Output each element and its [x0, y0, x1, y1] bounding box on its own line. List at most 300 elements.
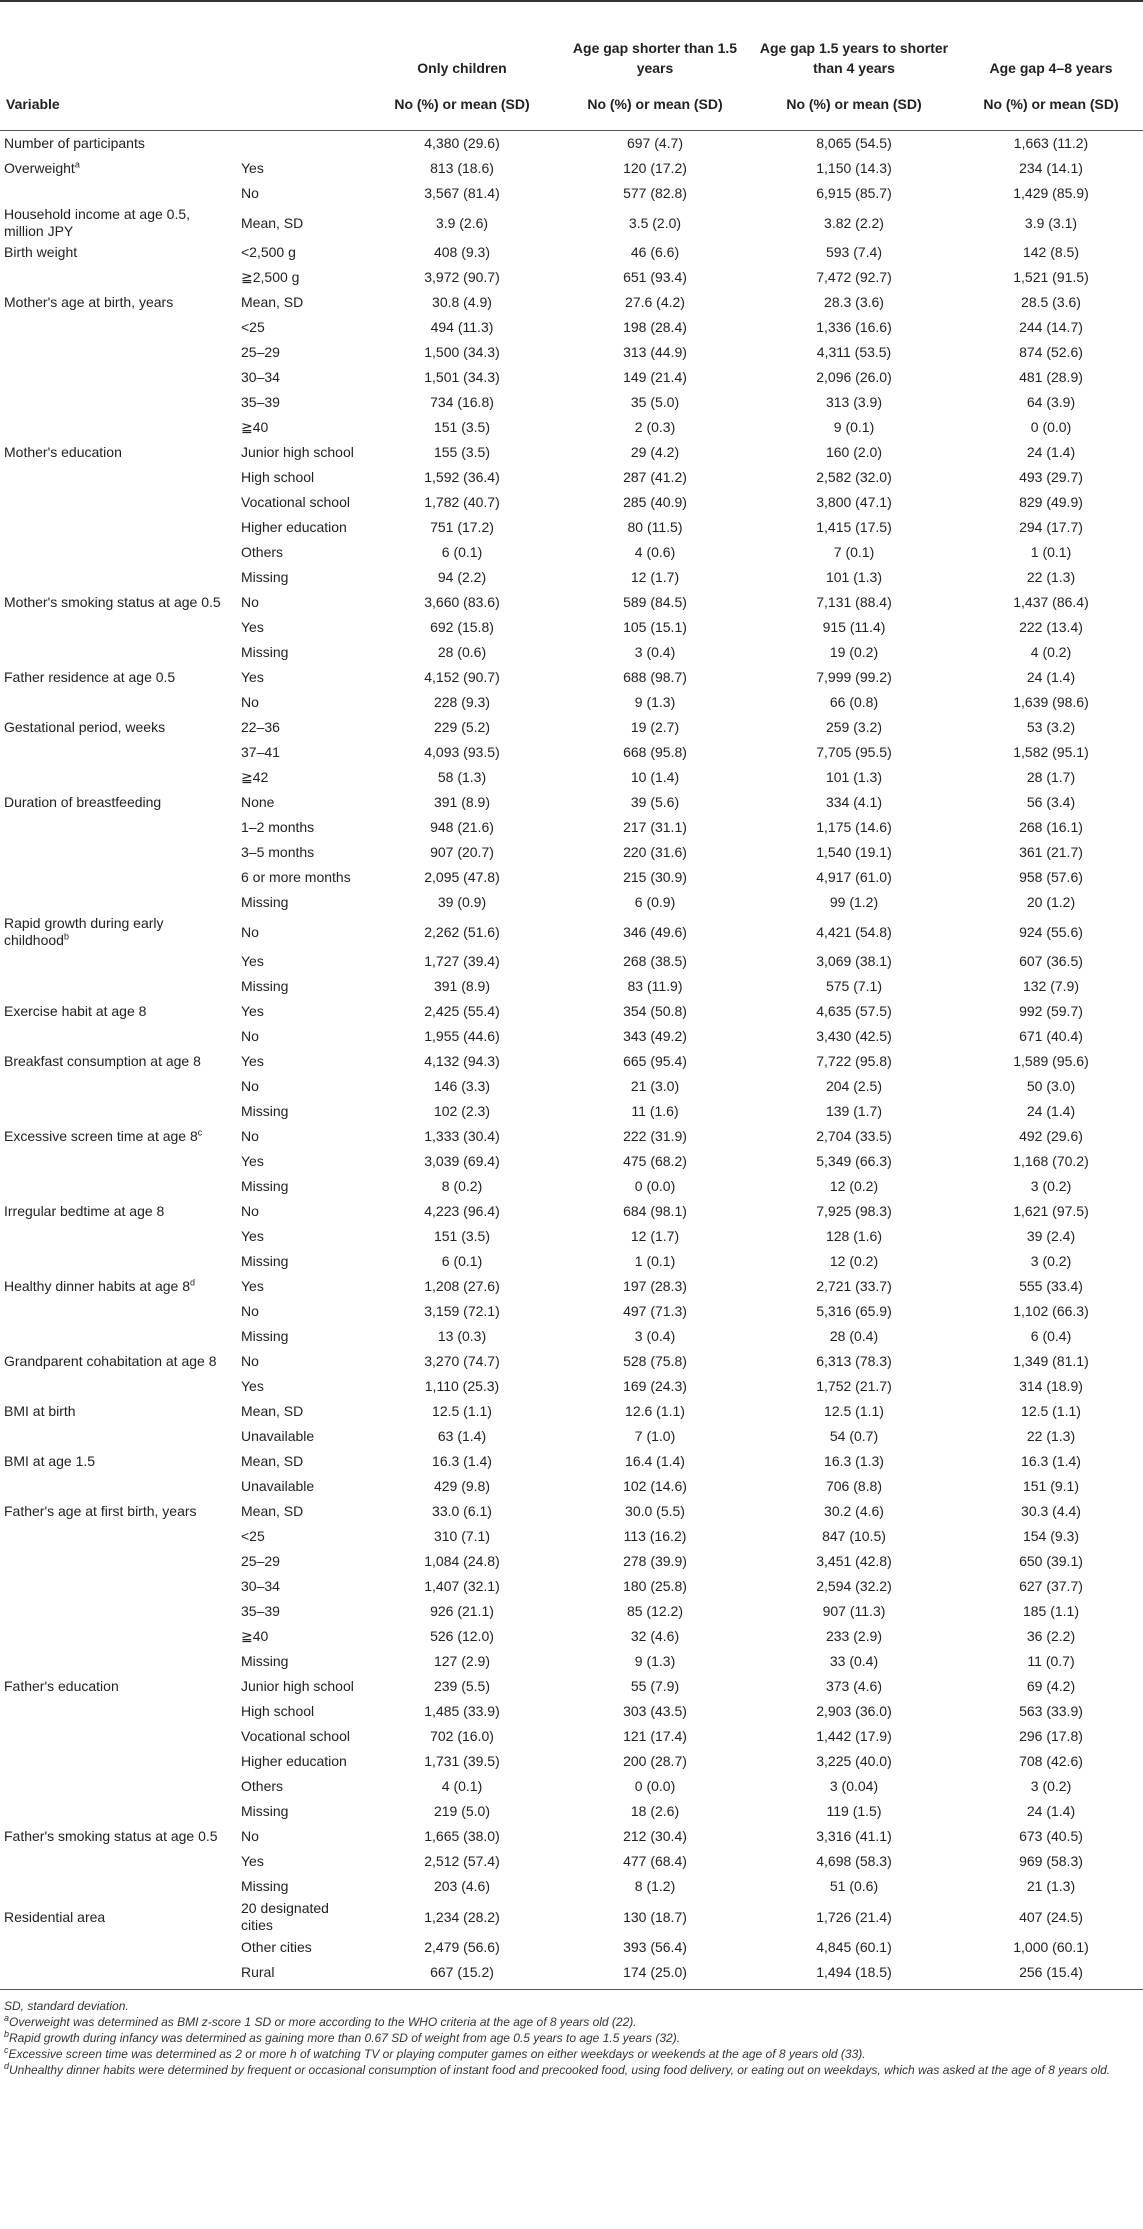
- value-cell: 217 (31.1): [623, 819, 687, 835]
- value-cell: 2,704 (33.5): [816, 1128, 892, 1144]
- table-row: [0, 590, 1143, 615]
- variable-cell: [0, 1174, 235, 1199]
- value-cell: 668 (95.8): [623, 744, 687, 760]
- header-unit: No (%) or mean (SD): [959, 78, 1143, 131]
- value-cell: 1,150 (14.3): [816, 160, 892, 176]
- value-cell: 3 (0.2): [1030, 1178, 1072, 1194]
- value-cell: 66 (0.8): [829, 694, 879, 710]
- category-cell: Missing: [241, 1878, 289, 1894]
- value-cell: 1,208 (27.6): [424, 1278, 500, 1294]
- value-cell: 22 (1.3): [1026, 569, 1076, 585]
- category-cell: 30–34: [241, 1578, 280, 1594]
- value-cell: 16.4 (1.4): [625, 1453, 685, 1469]
- value-cell: 497 (71.3): [623, 1303, 687, 1319]
- table-row: [0, 1674, 1143, 1699]
- value-cell: 12.5 (1.1): [432, 1403, 492, 1419]
- header-unit: No (%) or mean (SD): [561, 78, 749, 131]
- variable-cell: [0, 1699, 235, 1724]
- category-cell: Missing: [241, 644, 289, 660]
- table-row: [0, 740, 1143, 765]
- variable-cell: [0, 340, 235, 365]
- category-cell: Higher education: [241, 1753, 347, 1769]
- table-row: [0, 465, 1143, 490]
- footnote-b: $^b$Rapid growth during infancy was determined as gaining more than 0.67 SD of weight from age 0.5 years to age 1.5 years (32).: [4, 2029, 681, 2045]
- value-cell: 948 (21.6): [430, 819, 494, 835]
- variable-cell: [0, 1799, 235, 1824]
- table-row: [0, 865, 1143, 890]
- value-cell: 180 (25.8): [623, 1578, 687, 1594]
- value-cell: 7,925 (98.3): [816, 1203, 892, 1219]
- value-cell: 3,567 (81.4): [424, 185, 500, 201]
- value-cell: 3 (0.4): [634, 1328, 676, 1344]
- value-cell: 1,621 (97.5): [1013, 1203, 1089, 1219]
- table-row: [0, 1649, 1143, 1674]
- table-row: [0, 1774, 1143, 1799]
- variable-cell: [0, 1549, 235, 1574]
- table-row: [0, 974, 1143, 999]
- category-cell: Mean, SD: [241, 1403, 304, 1419]
- table-row: [0, 715, 1143, 740]
- category-cell: Junior high school: [241, 1678, 354, 1694]
- category-cell: None: [241, 794, 275, 810]
- value-cell: 12.5 (1.1): [1021, 1403, 1081, 1419]
- value-cell: 127 (2.9): [433, 1653, 491, 1669]
- value-cell: 2,594 (32.2): [816, 1578, 892, 1594]
- category-cell: ≧2,500 g: [241, 269, 300, 285]
- table-row: [0, 1935, 1143, 1960]
- value-cell: 3.5 (2.0): [628, 214, 682, 231]
- value-cell: 203 (4.6): [433, 1878, 491, 1894]
- table-row: [0, 1224, 1143, 1249]
- value-cell: 19 (0.2): [829, 644, 879, 660]
- value-cell: 9 (1.3): [634, 1653, 676, 1669]
- value-cell: 361 (21.7): [1019, 844, 1083, 860]
- value-cell: 2,721 (33.7): [816, 1278, 892, 1294]
- value-cell: 391 (8.9): [433, 794, 491, 810]
- value-cell: 22 (1.3): [1026, 1428, 1076, 1444]
- table-row: [0, 949, 1143, 974]
- variable-cell: [0, 565, 235, 590]
- value-cell: 222 (13.4): [1019, 619, 1083, 635]
- value-cell: 35 (5.0): [630, 394, 680, 410]
- variable-cell: Irregular bedtime at age 8: [4, 1203, 165, 1219]
- value-cell: 139 (1.7): [825, 1103, 883, 1119]
- value-cell: 4,311 (53.5): [816, 344, 892, 360]
- variable-cell: [0, 1224, 235, 1249]
- value-cell: 105 (15.1): [623, 619, 687, 635]
- value-cell: 2,095 (47.8): [424, 869, 500, 885]
- table-row: [0, 890, 1143, 915]
- value-cell: 492 (29.6): [1019, 1128, 1083, 1144]
- variable-cell: Household income at age 0.5, million JPY: [4, 206, 191, 239]
- variable-cell: Breakfast consumption at age 8: [4, 1053, 201, 1069]
- value-cell: 3.82 (2.2): [824, 214, 884, 231]
- category-cell: No: [241, 923, 259, 940]
- table-row: [0, 1624, 1143, 1649]
- footnote-a: $^a$Overweight was determined as BMI z-score 1 SD or more according to the WHO criteria at the age of 8 years old (22).: [4, 2013, 637, 2029]
- variable-cell: [0, 1574, 235, 1599]
- value-cell: 493 (29.7): [1019, 469, 1083, 485]
- table-row: [0, 1049, 1143, 1074]
- category-cell: 20 designated cities: [241, 1900, 329, 1933]
- category-cell: Yes: [241, 1278, 264, 1294]
- variable-cell: [0, 465, 235, 490]
- table-row: [0, 565, 1143, 590]
- variable-cell: [0, 265, 235, 290]
- variable-cell: [0, 1774, 235, 1799]
- value-cell: 673 (40.5): [1019, 1828, 1083, 1844]
- variable-cell: [0, 1935, 235, 1960]
- table-row: [0, 315, 1143, 340]
- value-cell: 2,479 (56.6): [424, 1939, 500, 1955]
- variable-cell: [0, 490, 235, 515]
- category-cell: No: [241, 1828, 259, 1844]
- table-row: [0, 181, 1143, 206]
- value-cell: 1,102 (66.3): [1013, 1303, 1089, 1319]
- value-cell: 1,407 (32.1): [424, 1578, 500, 1594]
- value-cell: 1,731 (39.5): [424, 1753, 500, 1769]
- variable-cell: Father residence at age 0.5: [4, 669, 176, 685]
- category-cell: 35–39: [241, 1603, 280, 1619]
- value-cell: 391 (8.9): [433, 978, 491, 994]
- value-cell: 2,096 (26.0): [816, 369, 892, 385]
- variable-cell: Healthy dinner habits at age 8$^d$: [4, 1277, 196, 1294]
- value-cell: 101 (1.3): [825, 569, 883, 585]
- variable-cell: [0, 390, 235, 415]
- value-cell: 102 (14.6): [623, 1478, 687, 1494]
- value-cell: 54 (0.7): [829, 1428, 879, 1444]
- variable-cell: [0, 1099, 235, 1124]
- header-gap-long: Age gap 4–8 years: [959, 1, 1143, 78]
- value-cell: 528 (75.8): [623, 1353, 687, 1369]
- value-cell: 4,152 (90.7): [424, 669, 500, 685]
- value-cell: 204 (2.5): [825, 1078, 883, 1094]
- value-cell: 3,270 (74.7): [424, 1353, 500, 1369]
- value-cell: 526 (12.0): [430, 1628, 494, 1644]
- value-cell: 7 (1.0): [634, 1428, 676, 1444]
- value-cell: 259 (3.2): [825, 719, 883, 735]
- value-cell: 0 (0.0): [634, 1778, 676, 1794]
- value-cell: 121 (17.4): [623, 1728, 687, 1744]
- table-row: [0, 340, 1143, 365]
- value-cell: 94 (2.2): [437, 569, 487, 585]
- value-cell: 6,915 (85.7): [816, 185, 892, 201]
- category-cell: ≧40: [241, 419, 269, 435]
- value-cell: 8,065 (54.5): [816, 135, 892, 151]
- value-cell: 4,421 (54.8): [816, 923, 892, 940]
- value-cell: 4,917 (61.0): [816, 869, 892, 885]
- variable-cell: [0, 1524, 235, 1549]
- variable-cell: [0, 1149, 235, 1174]
- value-cell: 429 (9.8): [433, 1478, 491, 1494]
- value-cell: 1,582 (95.1): [1013, 744, 1089, 760]
- category-cell: Yes: [241, 1378, 264, 1394]
- variable-cell: Gestational period, weeks: [4, 719, 166, 735]
- variable-cell: Mother's age at birth, years: [4, 294, 174, 310]
- table-row: [0, 240, 1143, 265]
- value-cell: 33 (0.4): [829, 1653, 879, 1669]
- value-cell: 30.3 (4.4): [1021, 1503, 1081, 1519]
- value-cell: 151 (9.1): [1022, 1478, 1080, 1494]
- category-cell: <25: [241, 1528, 265, 1544]
- header-category: [235, 78, 363, 131]
- table-row: [0, 1324, 1143, 1349]
- category-cell: Others: [241, 544, 284, 560]
- value-cell: 24 (1.4): [1026, 669, 1076, 685]
- value-cell: 39 (2.4): [1026, 1228, 1076, 1244]
- value-cell: 1,752 (21.7): [816, 1378, 892, 1394]
- table-row: [0, 265, 1143, 290]
- category-cell: 30–34: [241, 369, 280, 385]
- footnote-sd: SD, standard deviation.: [4, 1999, 129, 2013]
- category-cell: Yes: [241, 160, 264, 176]
- value-cell: 475 (68.2): [623, 1153, 687, 1169]
- value-cell: 2 (0.3): [634, 419, 676, 435]
- value-cell: 85 (12.2): [626, 1603, 684, 1619]
- value-cell: 24 (1.4): [1026, 1103, 1076, 1119]
- table-row: [0, 1124, 1143, 1149]
- header-unit: No (%) or mean (SD): [363, 78, 561, 131]
- value-cell: 1,110 (25.3): [424, 1378, 500, 1394]
- value-cell: 142 (8.5): [1022, 244, 1080, 260]
- value-cell: 1,168 (70.2): [1013, 1153, 1089, 1169]
- value-cell: 1,437 (86.4): [1013, 594, 1089, 610]
- value-cell: 155 (3.5): [433, 444, 491, 460]
- category-cell: No: [241, 1028, 259, 1044]
- value-cell: 16.3 (1.3): [824, 1453, 884, 1469]
- value-cell: 667 (15.2): [430, 1964, 494, 1980]
- value-cell: 1 (0.1): [634, 1253, 676, 1269]
- value-cell: 5,316 (65.9): [816, 1303, 892, 1319]
- table-row: [0, 1524, 1143, 1549]
- variable-cell: Exercise habit at age 8: [4, 1003, 147, 1019]
- value-cell: 287 (41.2): [623, 469, 687, 485]
- value-cell: 233 (2.9): [825, 1628, 883, 1644]
- value-cell: 1,084 (24.8): [424, 1553, 500, 1569]
- value-cell: 12.6 (1.1): [625, 1403, 685, 1419]
- value-cell: 99 (1.2): [829, 894, 879, 910]
- value-cell: 1,234 (28.2): [424, 1908, 500, 1925]
- value-cell: 847 (10.5): [822, 1528, 886, 1544]
- value-cell: 6,313 (78.3): [816, 1353, 892, 1369]
- variable-cell: [0, 1249, 235, 1274]
- value-cell: 3,225 (40.0): [816, 1753, 892, 1769]
- value-cell: 992 (59.7): [1019, 1003, 1083, 1019]
- value-cell: 651 (93.4): [623, 269, 687, 285]
- value-cell: 3,159 (72.1): [424, 1303, 500, 1319]
- value-cell: 706 (8.8): [825, 1478, 883, 1494]
- value-cell: 9 (0.1): [833, 419, 875, 435]
- value-cell: 4 (0.1): [441, 1778, 483, 1794]
- variable-cell: [0, 181, 235, 206]
- table-row: [0, 1699, 1143, 1724]
- value-cell: 3,972 (90.7): [424, 269, 500, 285]
- category-cell: [235, 131, 363, 157]
- value-cell: 751 (17.2): [430, 519, 494, 535]
- variable-cell: [0, 1874, 235, 1899]
- category-cell: High school: [241, 1703, 315, 1719]
- value-cell: 4,635 (57.5): [816, 1003, 892, 1019]
- category-cell: No: [241, 694, 259, 710]
- value-cell: 4 (0.2): [1030, 644, 1072, 660]
- category-cell: Vocational school: [241, 1728, 350, 1744]
- category-cell: Yes: [241, 619, 264, 635]
- value-cell: 50 (3.0): [1026, 1078, 1076, 1094]
- value-cell: 12 (1.7): [630, 569, 680, 585]
- value-cell: 151 (3.5): [433, 1228, 491, 1244]
- table-row: [0, 440, 1143, 465]
- value-cell: 294 (17.7): [1019, 519, 1083, 535]
- value-cell: 665 (95.4): [623, 1053, 687, 1069]
- value-cell: 1,442 (17.9): [816, 1728, 892, 1744]
- value-cell: 185 (1.1): [1022, 1603, 1080, 1619]
- value-cell: 102 (2.3): [433, 1103, 491, 1119]
- value-cell: 16.3 (1.4): [1021, 1453, 1081, 1469]
- table-row: [0, 640, 1143, 665]
- value-cell: 222 (31.9): [623, 1128, 687, 1144]
- value-cell: 12 (0.2): [829, 1253, 879, 1269]
- category-cell: 37–41: [241, 744, 280, 760]
- value-cell: 229 (5.2): [433, 719, 491, 735]
- value-cell: 555 (33.4): [1019, 1278, 1083, 1294]
- value-cell: 408 (9.3): [433, 244, 491, 260]
- table-body: [0, 131, 1143, 1986]
- value-cell: 407 (24.5): [1019, 1908, 1083, 1925]
- value-cell: 13 (0.3): [437, 1328, 487, 1344]
- value-cell: 3 (0.2): [1030, 1253, 1072, 1269]
- value-cell: 1,592 (36.4): [424, 469, 500, 485]
- table-row: [0, 1749, 1143, 1774]
- value-cell: 373 (4.6): [825, 1678, 883, 1694]
- table-row: [0, 1174, 1143, 1199]
- footnote-c: $^c$Excessive screen time was determined as 2 or more h of watching TV or playing computer games on either weekdays or weekends at the age of 8 years old (33).: [4, 2045, 866, 2061]
- table-row: [0, 390, 1143, 415]
- variable-cell: [0, 1624, 235, 1649]
- value-cell: 151 (3.5): [433, 419, 491, 435]
- value-cell: 3.9 (2.6): [435, 214, 489, 231]
- table-row: [0, 1199, 1143, 1224]
- value-cell: 926 (21.1): [430, 1603, 494, 1619]
- value-cell: 7,472 (92.7): [816, 269, 892, 285]
- variable-cell: Overweight$^a$: [4, 159, 80, 176]
- value-cell: 575 (7.1): [825, 978, 883, 994]
- value-cell: 346 (49.6): [623, 923, 687, 940]
- value-cell: 113 (16.2): [623, 1528, 687, 1544]
- category-cell: 1–2 months: [241, 819, 315, 835]
- table-row: [0, 540, 1143, 565]
- variable-cell: Number of participants: [4, 135, 145, 151]
- variable-cell: [0, 740, 235, 765]
- value-cell: 12 (0.2): [829, 1178, 879, 1194]
- value-cell: 3 (0.4): [634, 644, 676, 660]
- table-row: [0, 790, 1143, 815]
- table-row: [0, 1599, 1143, 1624]
- value-cell: 1,000 (60.1): [1013, 1939, 1089, 1955]
- value-cell: 5,349 (66.3): [816, 1153, 892, 1169]
- table-row: [0, 1899, 1143, 1935]
- table-row: [0, 1099, 1143, 1124]
- value-cell: 58 (1.3): [437, 769, 487, 785]
- value-cell: 1,349 (81.1): [1013, 1353, 1089, 1369]
- table-row: [0, 1874, 1143, 1899]
- variable-cell: Father's education: [4, 1678, 119, 1694]
- value-cell: 29 (4.2): [630, 444, 680, 460]
- value-cell: 3,430 (42.5): [816, 1028, 892, 1044]
- header-variable: Variable: [0, 78, 235, 131]
- value-cell: 671 (40.4): [1019, 1028, 1083, 1044]
- value-cell: 3 (0.2): [1030, 1778, 1072, 1794]
- category-cell: <25: [241, 319, 265, 335]
- category-cell: No: [241, 1078, 259, 1094]
- value-cell: 1,727 (39.4): [424, 953, 500, 969]
- header-gap-mid: Age gap 1.5 years to shorter than 4 years: [749, 1, 959, 78]
- category-cell: 25–29: [241, 344, 280, 360]
- value-cell: 278 (39.9): [623, 1553, 687, 1569]
- value-cell: 21 (3.0): [630, 1078, 680, 1094]
- variable-cell: Mother's smoking status at age 0.5: [4, 594, 221, 610]
- table-row: [0, 999, 1143, 1024]
- value-cell: 697 (4.7): [626, 135, 684, 151]
- value-cell: 24 (1.4): [1026, 1803, 1076, 1819]
- category-cell: Yes: [241, 1003, 264, 1019]
- value-cell: 314 (18.9): [1019, 1378, 1083, 1394]
- value-cell: 7,705 (95.5): [816, 744, 892, 760]
- value-cell: 228 (9.3): [433, 694, 491, 710]
- value-cell: 128 (1.6): [825, 1228, 883, 1244]
- value-cell: 36 (2.2): [1026, 1628, 1076, 1644]
- table-row: [0, 1274, 1143, 1299]
- category-cell: 22–36: [241, 719, 280, 735]
- value-cell: 234 (14.1): [1019, 160, 1083, 176]
- variable-cell: [0, 1424, 235, 1449]
- value-cell: 200 (28.7): [623, 1753, 687, 1769]
- value-cell: 607 (36.5): [1019, 953, 1083, 969]
- category-cell: High school: [241, 469, 315, 485]
- variable-cell: [0, 1749, 235, 1774]
- variable-cell: [0, 1599, 235, 1624]
- value-cell: 149 (21.4): [623, 369, 687, 385]
- value-cell: 56 (3.4): [1026, 794, 1076, 810]
- value-cell: 1,175 (14.6): [816, 819, 892, 835]
- category-cell: Missing: [241, 1803, 289, 1819]
- category-cell: No: [241, 1303, 259, 1319]
- value-cell: 219 (5.0): [433, 1803, 491, 1819]
- value-cell: 1,336 (16.6): [816, 319, 892, 335]
- table-row: [0, 206, 1143, 240]
- header-unit: No (%) or mean (SD): [749, 78, 959, 131]
- value-cell: 4,845 (60.1): [816, 1939, 892, 1955]
- value-cell: 2,582 (32.0): [816, 469, 892, 485]
- value-cell: 477 (68.4): [623, 1853, 687, 1869]
- value-cell: 393 (56.4): [623, 1939, 687, 1955]
- value-cell: 80 (11.5): [627, 519, 683, 535]
- variable-cell: [0, 1724, 235, 1749]
- value-cell: 3,451 (42.8): [816, 1553, 892, 1569]
- variable-cell: [0, 365, 235, 390]
- table-row: [0, 1249, 1143, 1274]
- category-cell: Mean, SD: [241, 294, 304, 310]
- value-cell: 4,093 (93.5): [424, 744, 500, 760]
- variable-cell: [0, 1299, 235, 1324]
- value-cell: 7,131 (88.4): [816, 594, 892, 610]
- table-row: [0, 1149, 1143, 1174]
- value-cell: 303 (43.5): [623, 1703, 687, 1719]
- value-cell: 39 (5.6): [630, 794, 680, 810]
- variable-cell: Duration of breastfeeding: [4, 794, 162, 810]
- value-cell: 1,485 (33.9): [424, 1703, 500, 1719]
- table-row: [0, 415, 1143, 440]
- value-cell: 481 (28.9): [1019, 369, 1083, 385]
